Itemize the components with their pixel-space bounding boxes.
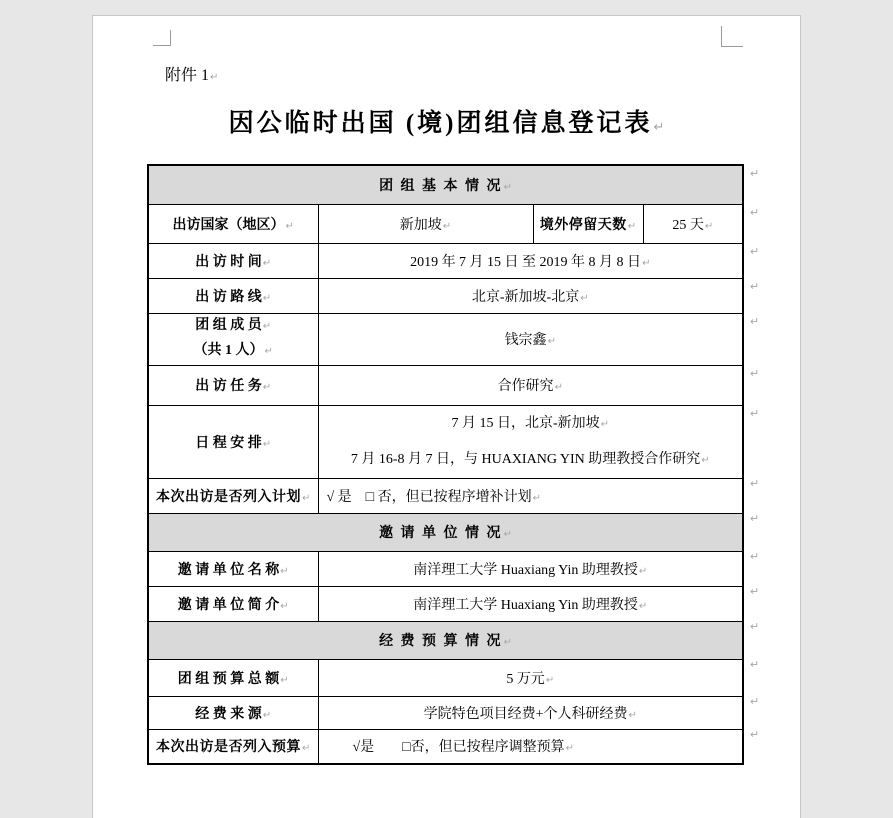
- label-members-line1: [149, 314, 318, 339]
- label-route-text: 出 访 路 线: [195, 289, 262, 305]
- label-members-line2-text: （共 1 人）: [193, 343, 264, 358]
- section-header-budget: [148, 621, 743, 659]
- paragraph-mark-icon: ↵: [302, 492, 311, 504]
- paragraph-mark-icon: ↵: [638, 600, 648, 612]
- paragraph-mark-icon: ↵: [642, 257, 651, 269]
- label-stay-days: [533, 204, 643, 243]
- table-row-section-inviter: [148, 513, 743, 551]
- registration-form-table: [147, 164, 744, 765]
- paragraph-mark-icon: ↵: [210, 72, 219, 83]
- table-row-route: [148, 278, 743, 313]
- paragraph-mark-icon: ↵: [302, 743, 311, 755]
- label-inviter-intro: [148, 586, 318, 621]
- paragraph-mark-icon: ↵: [545, 674, 555, 686]
- value-schedule: [318, 405, 743, 478]
- label-country: [148, 204, 318, 243]
- value-schedule-line1: [319, 406, 743, 442]
- attachment-label: [165, 62, 218, 85]
- row-end-paragraph-mark: ↵: [750, 621, 760, 633]
- section-header-inviter-text: 邀 请 单 位 情 况: [379, 526, 503, 541]
- label-fund-source: [148, 696, 318, 729]
- paragraph-mark-icon: ↵: [547, 336, 556, 347]
- paragraph-mark-icon: ↵: [638, 565, 648, 577]
- paragraph-mark-icon: ↵: [600, 418, 610, 430]
- document-page: [92, 15, 801, 818]
- value-in-plan-text: √ 是 □ 否，但已按程序增补计划: [326, 489, 532, 505]
- attachment-label-text: 附件 1: [165, 67, 210, 84]
- label-task-text: 出 访 任 务: [195, 379, 262, 394]
- paragraph-mark-icon: ↵: [503, 181, 512, 193]
- row-end-paragraph-mark: ↵: [750, 659, 760, 671]
- value-inviter-intro: [318, 586, 743, 621]
- row-end-paragraph-mark: ↵: [750, 729, 760, 741]
- label-country-text: 出访国家（地区）: [172, 217, 285, 233]
- paragraph-mark-icon: ↵: [442, 220, 452, 232]
- paragraph-mark-icon: ↵: [565, 743, 575, 755]
- value-time-text: 2019 年 7 月 15 日 至 2019 年 8 月 8 日: [410, 254, 642, 270]
- label-inviter-name-text: 邀 请 单 位 名 称: [177, 562, 280, 578]
- value-task-text: 合作研究: [497, 379, 554, 394]
- label-members-line1-text: 团 组 成 员: [195, 318, 262, 333]
- table-row-inviter-name: [148, 551, 743, 586]
- row-end-paragraph-mark: ↵: [750, 368, 760, 380]
- table-row-in-plan: [148, 478, 743, 513]
- paragraph-mark-icon: ↵: [262, 321, 272, 332]
- paragraph-mark-icon: ↵: [554, 382, 563, 393]
- value-stay-days-text: 25 天: [672, 217, 704, 233]
- paragraph-mark-icon: ↵: [280, 600, 289, 612]
- section-header-basic-text: 团 组 基 本 情 况: [379, 178, 503, 194]
- label-schedule: [148, 405, 318, 478]
- paragraph-mark-icon: ↵: [262, 257, 272, 269]
- paragraph-mark-icon: ↵: [262, 382, 272, 393]
- paragraph-mark-icon: ↵: [262, 709, 272, 721]
- value-in-budget: [318, 729, 743, 764]
- label-inviter-name: [148, 551, 318, 586]
- row-end-paragraph-mark: ↵: [750, 246, 760, 258]
- row-end-paragraph-mark: ↵: [750, 586, 760, 598]
- value-country: [318, 204, 533, 243]
- value-route: [318, 278, 743, 313]
- row-end-paragraph-mark: ↵: [750, 408, 760, 420]
- paragraph-mark-icon: ↵: [532, 492, 542, 504]
- value-in-budget-text: √是 □否，但已按程序调整预算: [352, 740, 565, 756]
- label-in-budget: [148, 729, 318, 764]
- value-stay-days: [643, 204, 743, 243]
- label-in-plan: [148, 478, 318, 513]
- paragraph-mark-icon: ↵: [280, 565, 289, 577]
- label-task: [148, 365, 318, 405]
- paragraph-mark-icon: ↵: [264, 346, 273, 357]
- table-row-task: [148, 365, 743, 405]
- label-members: [148, 313, 318, 365]
- label-route: [148, 278, 318, 313]
- table-row-members: [148, 313, 743, 365]
- paragraph-mark-icon: ↵: [503, 529, 512, 540]
- row-end-paragraph-mark: ↵: [750, 551, 760, 563]
- table-row-inviter-intro: [148, 586, 743, 621]
- table-row-section-basic: [148, 165, 743, 204]
- row-end-paragraph-mark: ↵: [750, 513, 760, 525]
- value-inviter-name-text: 南洋理工大学 Huaxiang Yin 助理教授: [413, 562, 638, 578]
- value-budget-total-text: 5 万元: [506, 671, 545, 687]
- paragraph-mark-icon: ↵: [285, 220, 294, 232]
- table-row-fund-source: [148, 696, 743, 729]
- label-budget-total: [148, 659, 318, 696]
- value-inviter-intro-text: 南洋理工大学 Huaxiang Yin 助理教授: [413, 597, 638, 613]
- section-header-basic: [148, 165, 743, 204]
- row-end-paragraph-mark: ↵: [750, 168, 760, 180]
- label-in-budget-text: 本次出访是否列入预算: [156, 740, 302, 756]
- label-fund-source-text: 经 费 来 源: [195, 706, 262, 722]
- table-row-time: [148, 243, 743, 278]
- table-row-section-budget: [148, 621, 743, 659]
- text-boundary-corner-top-right: [721, 26, 743, 47]
- paragraph-mark-icon: ↵: [580, 292, 589, 304]
- table-row-in-budget: [148, 729, 743, 764]
- row-end-paragraph-mark: ↵: [750, 207, 760, 219]
- paragraph-mark-icon: ↵: [262, 438, 272, 450]
- value-schedule-line2: [319, 442, 743, 478]
- value-task: [318, 365, 743, 405]
- table-row-schedule: [148, 405, 743, 478]
- section-header-inviter: [148, 513, 743, 551]
- paragraph-mark-icon: ↵: [628, 709, 637, 721]
- value-fund-source-text: 学院特色项目经费+个人科研经费: [423, 706, 628, 722]
- value-schedule-line2-text: 7 月 16-8 月 7 日，与 HUAXIANG YIN 助理教授合作研究: [350, 451, 701, 467]
- section-header-budget-text: 经 费 预 算 情 况: [379, 634, 503, 649]
- value-inviter-name: [318, 551, 743, 586]
- label-inviter-intro-text: 邀 请 单 位 简 介: [177, 597, 280, 613]
- label-time-text: 出 访 时 间: [195, 254, 262, 270]
- row-end-paragraph-mark: ↵: [750, 281, 760, 293]
- label-members-line2: [149, 339, 318, 364]
- table-row-budget-total: [148, 659, 743, 696]
- table-row-country: [148, 204, 743, 243]
- value-fund-source: [318, 696, 743, 729]
- value-country-text: 新加坡: [399, 217, 442, 233]
- row-end-paragraph-mark: ↵: [750, 316, 760, 328]
- paragraph-mark-icon: ↵: [262, 292, 272, 304]
- label-stay-days-text: 境外停留天数: [539, 217, 627, 233]
- value-schedule-line1-text: 7 月 15 日，北京-新加坡: [451, 415, 600, 431]
- text-boundary-corner-top-left: [153, 30, 171, 46]
- value-in-plan: [318, 478, 743, 513]
- label-time: [148, 243, 318, 278]
- page-title: [93, 103, 800, 139]
- value-members-text: 钱宗鑫: [504, 333, 547, 348]
- value-route-text: 北京-新加坡-北京: [471, 289, 580, 305]
- value-time: [318, 243, 743, 278]
- value-members: [318, 313, 743, 365]
- paragraph-mark-icon: ↵: [627, 220, 637, 232]
- row-end-paragraph-mark: ↵: [750, 478, 760, 490]
- page-title-text: 因公临时出国 (境)团组信息登记表: [228, 110, 653, 137]
- paragraph-mark-icon: ↵: [653, 119, 665, 134]
- row-end-paragraph-mark: ↵: [750, 696, 760, 708]
- value-budget-total: [318, 659, 743, 696]
- paragraph-mark-icon: ↵: [280, 674, 289, 686]
- label-budget-total-text: 团 组 预 算 总 额: [177, 671, 280, 687]
- paragraph-mark-icon: ↵: [701, 454, 710, 466]
- label-in-plan-text: 本次出访是否列入计划: [156, 489, 302, 505]
- paragraph-mark-icon: ↵: [503, 637, 512, 648]
- paragraph-mark-icon: ↵: [704, 220, 714, 232]
- label-schedule-text: 日 程 安 排: [195, 435, 262, 451]
